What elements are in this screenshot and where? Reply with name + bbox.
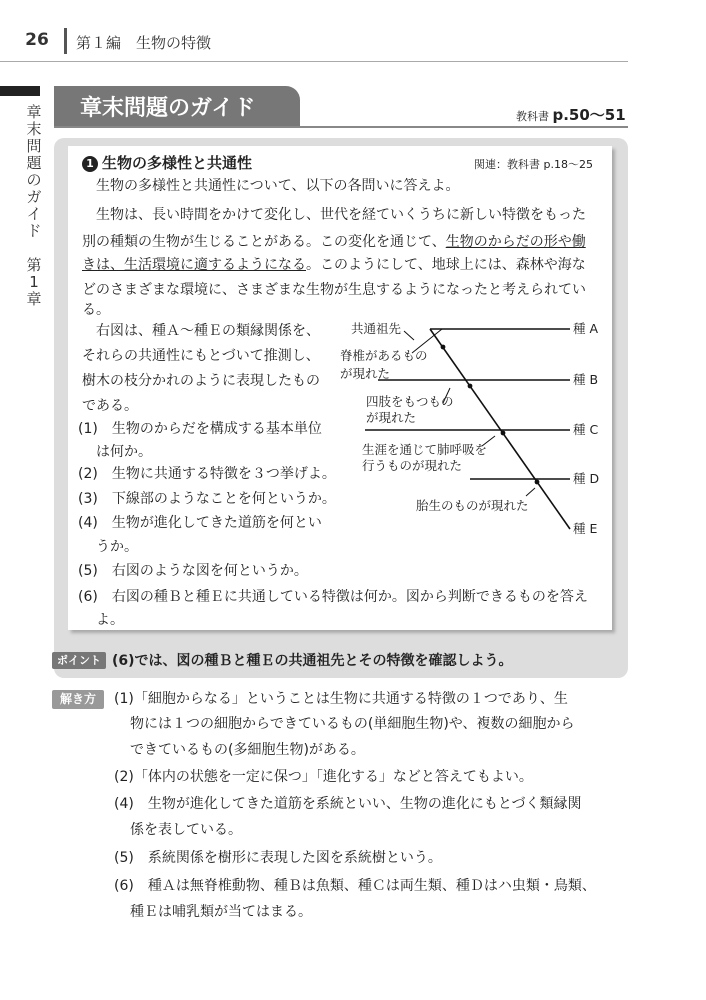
- species-label: 種 C: [573, 422, 599, 437]
- divergence-point: [501, 431, 506, 436]
- question-title: 1 生物の多様性と共通性: [82, 152, 252, 173]
- question-intro: 生物の多様性と共通性について、以下の各問いに答えよ。: [96, 178, 460, 194]
- species-label: 種 B: [573, 372, 599, 387]
- underlined-text: きは、生活環境に適するようになる: [82, 257, 306, 273]
- figure-description: それらの共通性にもとづいて推測し、: [82, 348, 320, 364]
- sidebar-vertical-title: 章 末 問 題 の ガ イ ド 第 1 章: [26, 103, 42, 308]
- solution-line: 物には１つの細胞からできているもの(単細胞生物)や、複数の細胞から: [130, 716, 575, 732]
- question-item: (2) 生物に共通する特徴を３つ挙げよ。: [78, 466, 336, 482]
- solution-line: (6) 種Ａは無脊椎動物、種Ｂは魚類、種Ｃは両生類、種Ｄはハ虫類・鳥類、: [114, 878, 596, 894]
- header-divider: [64, 28, 67, 54]
- divergence-point: [535, 480, 540, 485]
- solution-badge: 解き方: [52, 690, 104, 709]
- paragraph-line: 別の種類の生物が生じることがある。この変化を通じて、生物のからだの形や働: [82, 234, 586, 250]
- species-label: 種 A: [573, 321, 599, 336]
- question-item: (1) 生物のからだを構成する基本単位: [78, 421, 322, 437]
- event-label: 生涯を通じて肺呼吸を: [362, 442, 488, 457]
- question-item: (3) 下線部のようなことを何というか。: [78, 491, 336, 507]
- chapter-title: 第１編 生物の特徴: [76, 34, 212, 52]
- solution-line: (5) 系統関係を樹形に表現した図を系統樹という。: [114, 850, 442, 866]
- ancestor-leader: [404, 331, 414, 340]
- question-item: (5) 右図のような図を何というか。: [78, 563, 308, 579]
- question-item: うか。: [96, 539, 138, 555]
- underlined-text: 生物のからだの形や働: [445, 234, 586, 250]
- paragraph-line: どのさまざまな環境に、さまざまな生物が生息するようになったと考えられてい: [82, 282, 586, 298]
- event-leader: [526, 488, 535, 496]
- question-item: (6) 右図の種Ｂと種Ｅに共通している特徴は何か。図から判断できるものを答え: [78, 589, 588, 605]
- phylogenetic-tree: [330, 318, 612, 542]
- event-label: が現れた: [340, 366, 391, 381]
- event-label: 行うものが現れた: [362, 458, 463, 473]
- question-number-badge: 1: [82, 156, 98, 172]
- title-rule: [54, 126, 628, 128]
- sidebar-marker: [0, 86, 40, 96]
- page-number: 26: [25, 30, 49, 50]
- solution-line: 係を表している。: [130, 822, 242, 838]
- question-item: は何か。: [96, 444, 152, 460]
- paragraph-line: きは、生活環境に適するようになる。このようにして、地球上には、森林や海な: [82, 257, 586, 273]
- textbook-reference: 教科書 p.50〜51: [516, 106, 626, 124]
- divergence-point: [441, 345, 446, 350]
- figure-description: 樹木の枝分かれのように表現したもの: [82, 373, 320, 389]
- event-label: 脊椎があるもの: [340, 348, 428, 363]
- figure-description: である。: [82, 398, 138, 414]
- question-item: (4) 生物が進化してきた道筋を何とい: [78, 515, 322, 531]
- divergence-point: [468, 384, 473, 389]
- event-label: 胎生のものが現れた: [416, 498, 529, 513]
- paragraph-line: る。: [82, 302, 110, 318]
- event-label: 四肢をもつもの: [366, 394, 454, 409]
- solution-line: (2)「体内の状態を一定に保つ」「進化する」などと答えてもよい。: [114, 769, 533, 785]
- solution-line: (1)「細胞からなる」ということは生物に共通する特徴の１つであり、生: [114, 691, 568, 707]
- event-label: が現れた: [366, 410, 417, 425]
- solution-line: (4) 生物が進化してきた道筋を系統といい、生物の進化にもとづく類縁関: [114, 796, 582, 812]
- figure-description: 右図は、種Ａ〜種Ｅの類縁関係を、: [96, 323, 320, 339]
- point-badge: ポイント: [52, 652, 106, 669]
- solution-line: 種Ｅは哺乳類が当てはまる。: [130, 904, 312, 920]
- paragraph-line: 生物は、長い時間をかけて変化し、世代を経ていくうちに新しい特徴をもった: [96, 207, 586, 223]
- species-label: 種 D: [573, 471, 600, 486]
- related-reference: 関連：教科書 p.18〜25: [474, 158, 593, 171]
- point-text: (6)では、図の種Ｂと種Ｅの共通祖先とその特徴を確認しよう。: [112, 653, 513, 669]
- section-title: 章末問題のガイド: [80, 96, 256, 121]
- solution-line: できているもの(多細胞生物)がある。: [130, 742, 365, 758]
- header-rule: [0, 61, 628, 62]
- question-item: よ。: [96, 612, 124, 628]
- species-label: 種 E: [573, 521, 598, 536]
- ancestor-label: 共通祖先: [351, 321, 402, 336]
